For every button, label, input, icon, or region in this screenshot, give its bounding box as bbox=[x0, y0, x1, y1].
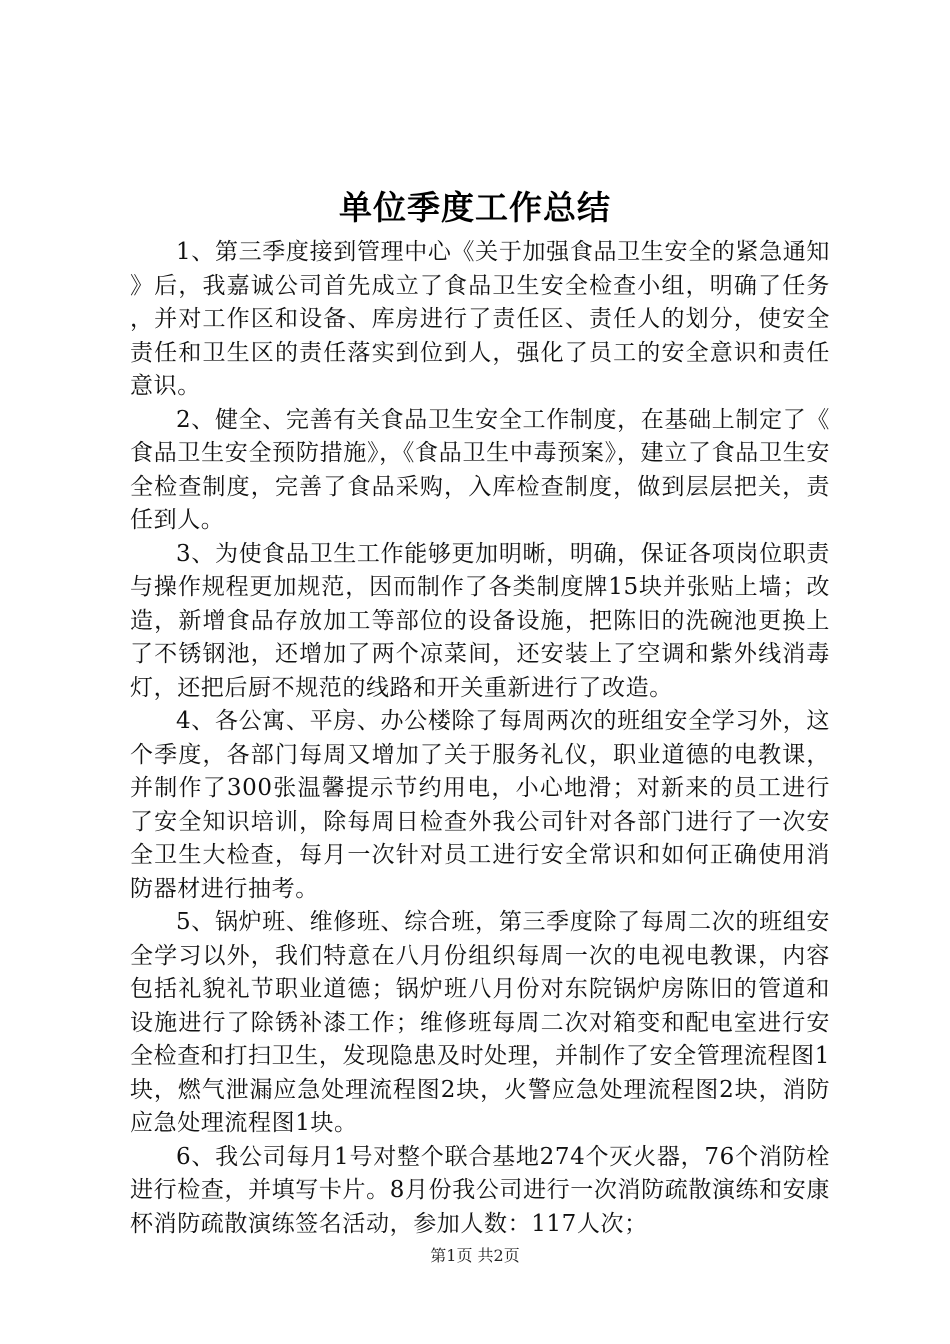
document-title: 单位季度工作总结 bbox=[339, 188, 611, 227]
paragraph-6: 6、我公司每月1号对整个联合基地274个灭火器，76个消防栓进行检查，并填写卡片。8月份我公司进行一次消防疏散演练和安康杯消防疏散演练签名活动，参加人数：117人次； bbox=[130, 1143, 830, 1237]
paragraph-2: 2、健全、完善有关食品卫生安全工作制度，在基础上制定了《食品卫生安全预防措施》，《食品卫生中毒预案》，建立了食品卫生安全检查制度，完善了食品采购，入库检查制度，做到层层把关，责任到人。 bbox=[130, 406, 830, 533]
paragraph-4: 4、各公寓、平房、办公楼除了每周两次的班组安全学习外，这个季度，各部门每周又增加了关于服务礼仪，职业道德的电教课，并制作了300张温馨提示节约用电，小心地滑；对新来的员工进行了安全知识培训，除每周日检查外我公司针对各部门进行了一次安全卫生大检查，每月一次针对员工进行安全常识和如何正确使用消防器材进行抽考。 bbox=[130, 708, 830, 902]
paragraph-1: 1、第三季度接到管理中心《关于加强食品卫生安全的紧急通知》后，我嘉诚公司首先成立了食品卫生安全检查小组，明确了任务，并对工作区和设备、库房进行了责任区、责任人的划分，使安全责任和卫生区的责任落实到位到人，强化了员工的安全意识和责任意识。 bbox=[130, 239, 830, 399]
document-body bbox=[130, 236, 830, 1241]
paragraph-3: 3、为使食品卫生工作能够更加明晰，明确，保证各项岗位职责与操作规程更加规范，因而制作了各类制度牌15块并张贴上墙；改造，新增食品存放加工等部位的设备设施，把陈旧的洗碗池更换上了不锈钢池，还增加了两个凉菜间，还安装上了空调和紫外线消毒灯，还把后厨不规范的线路和开关重新进行了改造。 bbox=[130, 540, 830, 701]
paragraph-5: 5、锅炉班、维修班、综合班，第三季度除了每周二次的班组安全学习以外，我们特意在八月份组织每周一次的电视电教课，内容包括礼貌礼节职业道德；锅炉班八月份对东院锅炉房陈旧的管道和设施进行了除锈补漆工作；维修班每周二次对箱变和配电室进行安全检查和打扫卫生，发现隐患及时处理，并制作了安全管理流程图1块，燃气泄漏应急处理流程图2块，火警应急处理流程图2块，消防应急处理流程图1块。 bbox=[130, 909, 830, 1136]
page-footer: 第1页 共2页 bbox=[430, 1246, 520, 1265]
